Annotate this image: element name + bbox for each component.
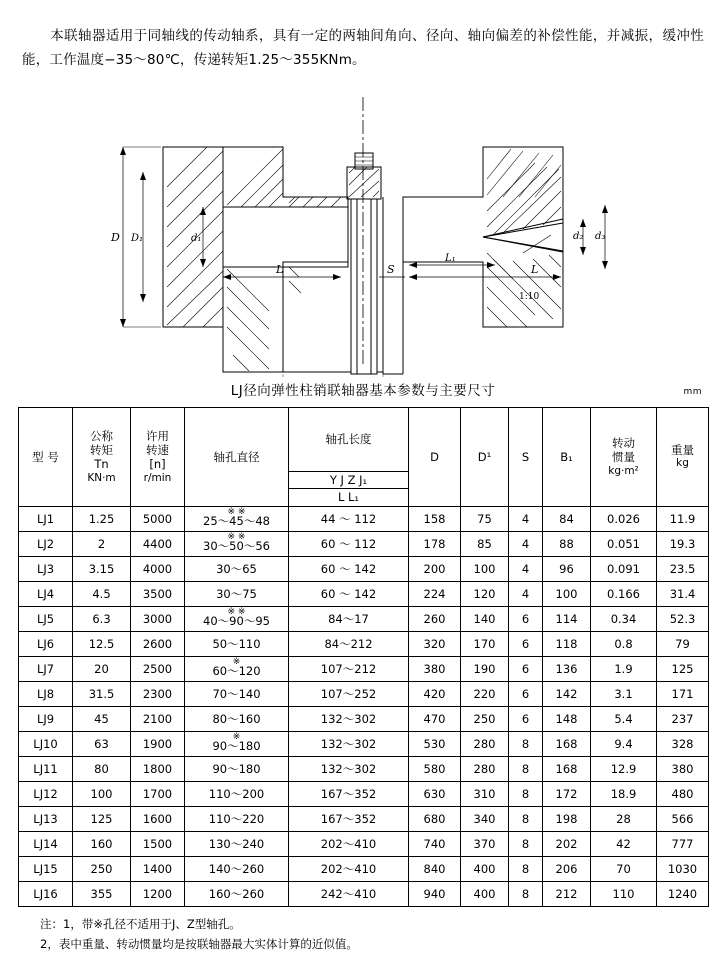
cell-model: LJ3	[19, 556, 73, 581]
cell-model: LJ15	[19, 856, 73, 881]
cell-D1: 280	[461, 731, 509, 756]
bore-dia-value: 30～50～56	[203, 539, 270, 554]
coupling-svg	[83, 87, 643, 377]
th-torque-l1: 公称	[90, 428, 113, 443]
th-bore-len-types: Y J Z J₁	[289, 471, 409, 488]
note-line-1: 注：1，带※孔径不适用于J、Z型轴孔。	[40, 916, 241, 931]
cell-torque: 63	[73, 731, 131, 756]
cell-speed: 1900	[131, 731, 185, 756]
cell-speed: 1600	[131, 806, 185, 831]
cell-bore-dia	[185, 506, 289, 531]
cell-torque: 100	[73, 781, 131, 806]
cell-D1: 340	[461, 806, 509, 831]
cell-B1: 202	[543, 831, 591, 856]
cell-S: 4	[509, 556, 543, 581]
label-d1: d₁	[191, 232, 202, 244]
bore-dia-star-marks: ※ ※	[227, 506, 246, 517]
cell-speed: 2300	[131, 681, 185, 706]
th-inertia-l1: 转动	[612, 435, 635, 450]
table-row	[19, 506, 709, 531]
cell-weight: 31.4	[657, 581, 709, 606]
cell-model: LJ8	[19, 681, 73, 706]
cell-D1: 100	[461, 556, 509, 581]
table-row	[19, 756, 709, 781]
th-speed-sym: [n]	[149, 457, 166, 472]
cell-inertia: 70	[591, 856, 657, 881]
cell-S: 4	[509, 506, 543, 531]
cell-bore-len: 167～352	[289, 806, 409, 831]
cell-model: LJ16	[19, 881, 73, 906]
cell-model: LJ7	[19, 656, 73, 681]
cell-inertia: 1.9	[591, 656, 657, 681]
cell-S: 8	[509, 881, 543, 906]
cell-bore-dia: 110～200	[185, 781, 289, 806]
cell-bore-dia: 80～160	[185, 706, 289, 731]
cell-speed: 4000	[131, 556, 185, 581]
table-row	[19, 831, 709, 856]
table-row	[19, 881, 709, 906]
cell-D: 680	[409, 806, 461, 831]
cell-D1: 190	[461, 656, 509, 681]
th-D: D	[409, 407, 461, 506]
cell-speed: 5000	[131, 506, 185, 531]
spec-table-head	[19, 407, 709, 506]
cell-bore-len: 132～302	[289, 706, 409, 731]
cell-inertia: 110	[591, 881, 657, 906]
cell-D1: 370	[461, 831, 509, 856]
cell-bore-len: 167～352	[289, 781, 409, 806]
cell-D: 260	[409, 606, 461, 631]
cell-S: 8	[509, 856, 543, 881]
cell-inertia: 12.9	[591, 756, 657, 781]
cell-inertia: 0.051	[591, 531, 657, 556]
table-row	[19, 856, 709, 881]
cell-S: 6	[509, 631, 543, 656]
cell-B1: 212	[543, 881, 591, 906]
cell-S: 6	[509, 606, 543, 631]
cell-bore-dia: 160～260	[185, 881, 289, 906]
table-row	[19, 731, 709, 756]
cell-B1: 168	[543, 731, 591, 756]
cell-speed: 3500	[131, 581, 185, 606]
cell-D1: 140	[461, 606, 509, 631]
cell-S: 6	[509, 656, 543, 681]
th-weight	[657, 407, 709, 506]
cell-bore-dia: 50～110	[185, 631, 289, 656]
cell-D: 530	[409, 731, 461, 756]
cell-torque: 355	[73, 881, 131, 906]
th-speed-l1: 许用	[146, 428, 169, 443]
label-L-right: L	[531, 262, 539, 276]
cell-speed: 1700	[131, 781, 185, 806]
cell-torque: 20	[73, 656, 131, 681]
th-D1: D¹	[461, 407, 509, 506]
label-L1: L₁	[445, 252, 456, 264]
th-B1: B₁	[543, 407, 591, 506]
cell-inertia: 0.8	[591, 631, 657, 656]
cell-bore-dia	[185, 656, 289, 681]
table-notes	[0, 907, 726, 953]
cell-weight: 125	[657, 656, 709, 681]
cell-D: 320	[409, 631, 461, 656]
th-torque-sym: Tn	[94, 457, 109, 472]
cell-bore-len: 60 ～ 142	[289, 556, 409, 581]
cell-B1: 96	[543, 556, 591, 581]
th-bore-dia: 轴孔直径	[185, 407, 289, 506]
cell-D: 840	[409, 856, 461, 881]
cell-torque: 12.5	[73, 631, 131, 656]
cell-D: 178	[409, 531, 461, 556]
label-d2: d₂	[573, 230, 584, 242]
cell-bore-dia: 30～65	[185, 556, 289, 581]
cell-bore-len: 202～410	[289, 856, 409, 881]
cell-bore-len: 242～410	[289, 881, 409, 906]
cell-speed: 1200	[131, 881, 185, 906]
cell-D1: 220	[461, 681, 509, 706]
label-L-left: L	[276, 262, 284, 276]
spec-table	[18, 407, 709, 907]
cell-bore-len: 60 ～ 142	[289, 581, 409, 606]
cell-bore-len: 44 ～ 112	[289, 506, 409, 531]
cell-weight: 328	[657, 731, 709, 756]
cell-weight: 777	[657, 831, 709, 856]
cell-model: LJ1	[19, 506, 73, 531]
cell-torque: 80	[73, 756, 131, 781]
cell-S: 8	[509, 781, 543, 806]
cell-B1: 114	[543, 606, 591, 631]
cell-S: 8	[509, 831, 543, 856]
cell-D: 380	[409, 656, 461, 681]
th-model: 型 号	[19, 407, 73, 506]
cell-B1: 118	[543, 631, 591, 656]
cell-S: 6	[509, 681, 543, 706]
th-bore-len-sub: L L₁	[289, 489, 409, 506]
cell-bore-len: 202～410	[289, 831, 409, 856]
table-row	[19, 806, 709, 831]
table-row	[19, 706, 709, 731]
th-bore-len: 轴孔长度	[289, 407, 409, 471]
th-torque-unit: KN·m	[87, 471, 116, 484]
cell-D1: 250	[461, 706, 509, 731]
cell-torque: 160	[73, 831, 131, 856]
cell-S: 4	[509, 531, 543, 556]
label-taper: 1:10	[519, 291, 540, 302]
cell-model: LJ13	[19, 806, 73, 831]
cell-D1: 85	[461, 531, 509, 556]
cell-bore-dia: 140～260	[185, 856, 289, 881]
cell-inertia: 18.9	[591, 781, 657, 806]
cell-bore-dia	[185, 606, 289, 631]
bore-dia-star-marks: ※ ※	[227, 531, 246, 542]
cell-inertia: 0.091	[591, 556, 657, 581]
bore-dia-value: 25～45～48	[203, 514, 270, 529]
cell-speed: 1500	[131, 831, 185, 856]
bore-dia-value: 60～120	[212, 664, 261, 679]
bore-dia-star-marks: ※	[232, 656, 241, 667]
cell-bore-dia: 70～140	[185, 681, 289, 706]
label-D: D	[111, 230, 120, 244]
bore-dia-value: 90～180	[212, 739, 261, 754]
intro-paragraph	[0, 14, 726, 74]
cell-D: 470	[409, 706, 461, 731]
cell-model: LJ2	[19, 531, 73, 556]
cell-B1: 148	[543, 706, 591, 731]
cell-speed: 3000	[131, 606, 185, 631]
cell-inertia: 0.34	[591, 606, 657, 631]
th-weight-l1: 重量	[671, 443, 694, 458]
cell-bore-len: 132～302	[289, 756, 409, 781]
cell-B1: 198	[543, 806, 591, 831]
cell-weight: 171	[657, 681, 709, 706]
cell-inertia: 0.026	[591, 506, 657, 531]
cell-B1: 142	[543, 681, 591, 706]
cell-D1: 75	[461, 506, 509, 531]
th-inertia-l2: 惯量	[612, 450, 635, 465]
cell-torque: 45	[73, 706, 131, 731]
cell-weight: 1240	[657, 881, 709, 906]
cell-torque: 6.3	[73, 606, 131, 631]
cell-D: 224	[409, 581, 461, 606]
bore-dia-value: 40～90～95	[203, 614, 270, 629]
cell-B1: 172	[543, 781, 591, 806]
cell-bore-len: 84～212	[289, 631, 409, 656]
cell-speed: 4400	[131, 531, 185, 556]
cell-weight: 79	[657, 631, 709, 656]
cell-weight: 1030	[657, 856, 709, 881]
figure-caption-text: LJ径向弹性柱销联轴器基本参数与主要尺寸	[230, 382, 496, 399]
th-inertia	[591, 407, 657, 506]
cell-model: LJ11	[19, 756, 73, 781]
cell-inertia: 9.4	[591, 731, 657, 756]
cell-B1: 206	[543, 856, 591, 881]
cell-speed: 2600	[131, 631, 185, 656]
spec-table-body	[19, 506, 709, 906]
th-speed-unit: r/min	[143, 471, 172, 484]
intro-text: 本联轴器适用于同轴线的传动轴系，具有一定的两轴间角向、径向、轴向偏差的补偿性能，并减振，缓冲性能，工作温度−35～80℃，传递转矩1.25～355KNm。	[22, 27, 704, 69]
label-d3: d₃	[595, 230, 606, 242]
cell-S: 4	[509, 581, 543, 606]
table-row	[19, 581, 709, 606]
table-row	[19, 606, 709, 631]
cell-bore-len: 84～17	[289, 606, 409, 631]
cell-D: 420	[409, 681, 461, 706]
cell-D: 200	[409, 556, 461, 581]
document-page	[0, 14, 726, 952]
cell-bore-dia: 90～180	[185, 756, 289, 781]
cell-inertia: 3.1	[591, 681, 657, 706]
cell-weight: 480	[657, 781, 709, 806]
cell-torque: 250	[73, 856, 131, 881]
cell-bore-dia: 110～220	[185, 806, 289, 831]
cell-weight: 380	[657, 756, 709, 781]
cell-bore-dia: 30～75	[185, 581, 289, 606]
cell-speed: 2100	[131, 706, 185, 731]
cell-B1: 168	[543, 756, 591, 781]
cell-model: LJ10	[19, 731, 73, 756]
cell-torque: 1.25	[73, 506, 131, 531]
cell-bore-len: 107～212	[289, 656, 409, 681]
cell-torque: 2	[73, 531, 131, 556]
cell-inertia: 5.4	[591, 706, 657, 731]
cell-S: 8	[509, 756, 543, 781]
coupling-drawing	[0, 87, 726, 377]
cell-S: 8	[509, 806, 543, 831]
cell-weight: 19.3	[657, 531, 709, 556]
th-S: S	[509, 407, 543, 506]
th-inertia-unit: kg·m²	[608, 464, 639, 477]
cell-D1: 120	[461, 581, 509, 606]
cell-B1: 100	[543, 581, 591, 606]
cell-inertia: 42	[591, 831, 657, 856]
cell-D1: 400	[461, 881, 509, 906]
label-S: S	[387, 262, 395, 276]
cell-speed: 2500	[131, 656, 185, 681]
cell-model: LJ9	[19, 706, 73, 731]
cell-S: 6	[509, 706, 543, 731]
cell-D: 940	[409, 881, 461, 906]
bore-dia-star-marks: ※ ※	[227, 606, 246, 617]
table-row	[19, 781, 709, 806]
th-torque	[73, 407, 131, 506]
cell-bore-dia	[185, 531, 289, 556]
cell-bore-len: 107～252	[289, 681, 409, 706]
th-speed	[131, 407, 185, 506]
table-row	[19, 531, 709, 556]
cell-D1: 400	[461, 856, 509, 881]
cell-weight: 11.9	[657, 506, 709, 531]
figure-unit-note: mm	[683, 386, 702, 397]
table-row	[19, 681, 709, 706]
cell-weight: 23.5	[657, 556, 709, 581]
cell-inertia: 28	[591, 806, 657, 831]
cell-D: 158	[409, 506, 461, 531]
cell-weight: 52.3	[657, 606, 709, 631]
cell-bore-dia	[185, 731, 289, 756]
cell-B1: 84	[543, 506, 591, 531]
th-speed-l2: 转速	[146, 443, 169, 458]
bore-dia-star-marks: ※	[232, 731, 241, 742]
cell-weight: 566	[657, 806, 709, 831]
cell-model: LJ4	[19, 581, 73, 606]
cell-model: LJ12	[19, 781, 73, 806]
cell-inertia: 0.166	[591, 581, 657, 606]
cell-B1: 88	[543, 531, 591, 556]
figure-caption	[0, 379, 726, 399]
th-weight-unit: kg	[676, 457, 689, 470]
cell-model: LJ5	[19, 606, 73, 631]
cell-B1: 136	[543, 656, 591, 681]
table-row	[19, 631, 709, 656]
table-row	[19, 656, 709, 681]
cell-D: 740	[409, 831, 461, 856]
note-line-2: 2，表中重量、转动惯量均是按联轴器最大实体计算的近似值。	[40, 937, 358, 952]
label-D1: D₁	[131, 232, 144, 244]
table-row	[19, 556, 709, 581]
cell-torque: 125	[73, 806, 131, 831]
cell-torque: 3.15	[73, 556, 131, 581]
cell-torque: 4.5	[73, 581, 131, 606]
cell-D1: 170	[461, 631, 509, 656]
cell-weight: 237	[657, 706, 709, 731]
cell-bore-len: 132～302	[289, 731, 409, 756]
cell-D1: 310	[461, 781, 509, 806]
cell-D: 630	[409, 781, 461, 806]
th-torque-l2: 转矩	[90, 443, 113, 458]
cell-speed: 1400	[131, 856, 185, 881]
cell-D: 580	[409, 756, 461, 781]
spec-table-wrapper	[0, 407, 726, 907]
cell-model: LJ6	[19, 631, 73, 656]
cell-bore-len: 60 ～ 112	[289, 531, 409, 556]
cell-bore-dia: 130～240	[185, 831, 289, 856]
cell-S: 8	[509, 731, 543, 756]
cell-model: LJ14	[19, 831, 73, 856]
cell-speed: 1800	[131, 756, 185, 781]
cell-torque: 31.5	[73, 681, 131, 706]
cell-D1: 280	[461, 756, 509, 781]
